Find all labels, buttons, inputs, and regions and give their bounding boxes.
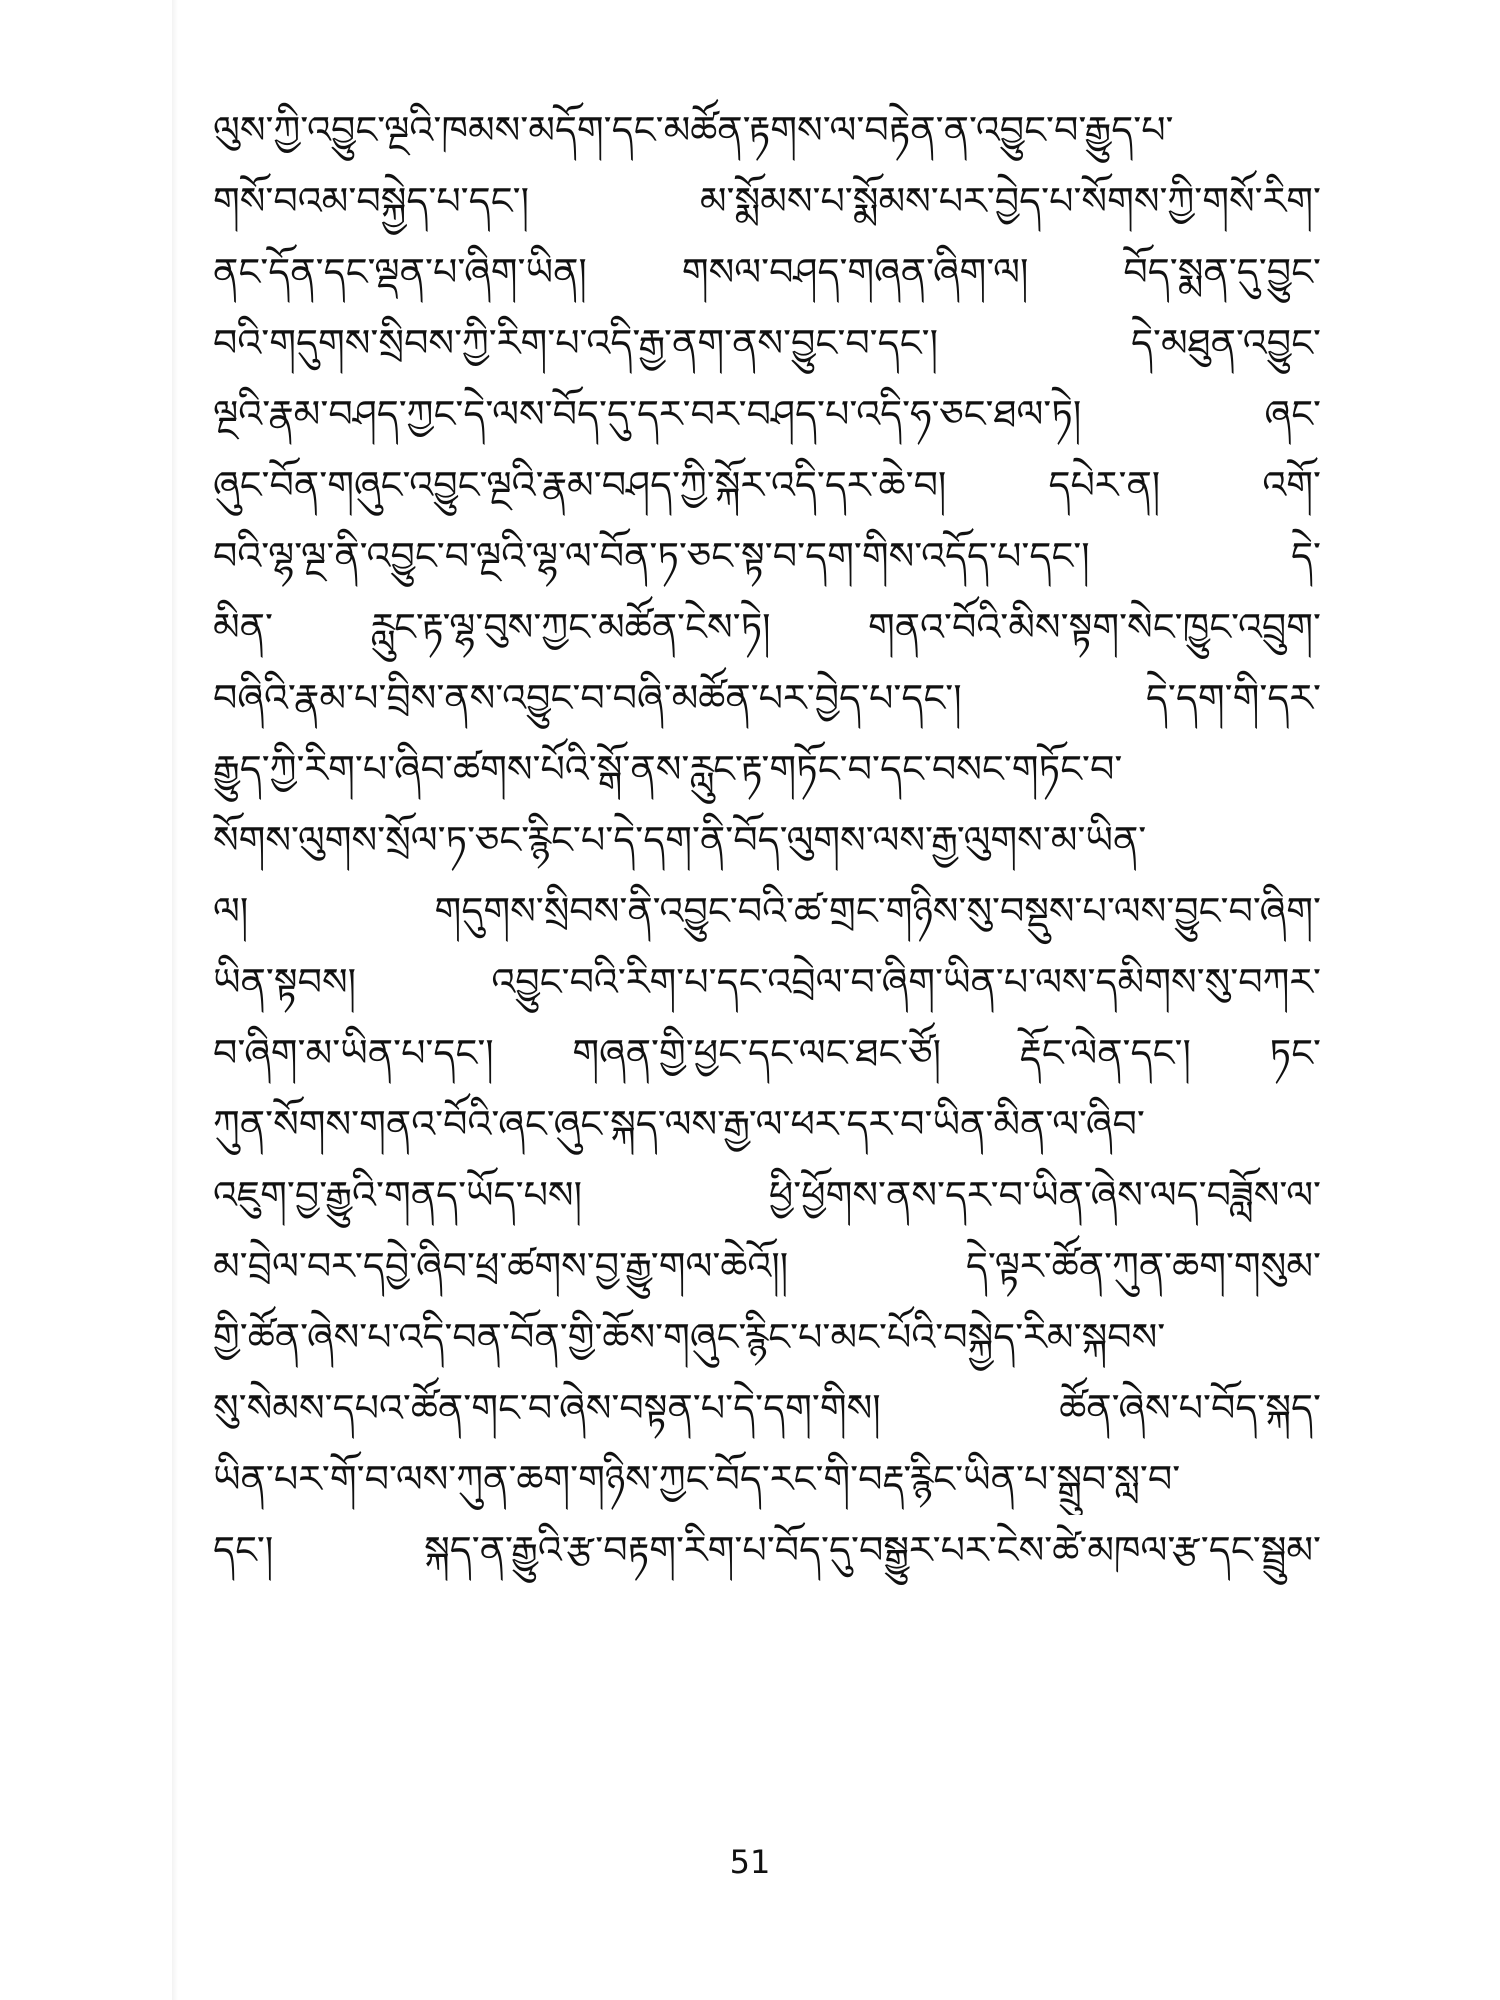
text-line: སུ་སེམས་དཔའ་ཚོན་གང་བ་ཞེས་བསྟན་པ་དེ་དག་གིས། ཚོན་ཞེས་པ་བོད་སྐད་ <box>213 1386 1321 1430</box>
text-line: བ་ཞིག་མ་ཡིན་པ་དང་། གཞན་གྱི་ཕྱང་དང་ལང་ཐང་ཙོ། རྡོང་ལེན་དང་། ཏང་ <box>213 1031 1321 1075</box>
text-line: གསོ་བའམ་བསྐྱེད་པ་དང་། མ་སྨོམས་པ་སྨོམས་པར་བྱེད་པ་སོགས་ཀྱི་གསོ་རིག་ <box>213 179 1321 223</box>
text-line: ཡིན་པར་གོ་བ་ལས་ཀུན་ཆག་གཉིས་ཀྱང་བོད་རང་གི་བརྡ་རྙིང་ཡིན་པ་སྒྲུབ་སླ་བ་ <box>213 1457 1181 1501</box>
text-line: ཡིན་སྟབས། འབྱུང་བའི་རིག་པ་དང་འབྲེལ་བ་ཞིག་ཡིན་པ་ལས་དམིགས་སུ་བཀར་ <box>213 960 1321 1004</box>
text-line: ནང་དོན་དང་ལྡན་པ་ཞིག་ཡིན། གསལ་བཤད་གཞན་ཞིག་ལ། བོད་སྨན་དུ་བྱུང་ <box>213 250 1321 294</box>
text-line: བའི་ལྷ་ལྔ་ནི་འབྱུང་བ་ལྔའི་ལྷ་ལ་བོན་ཏ་ཅང་སྟ་བ་དག་གིས་འདོད་པ་དང་། དེ་ <box>213 534 1321 578</box>
text-line: ལྔའི་རྣམ་བཤད་ཀྱང་དེ་ལས་བོད་དུ་དར་བར་བཤད་པ་འདི་ཧ་ཅང་ཐལ་ཏེ། ཞང་ <box>213 392 1321 436</box>
text-line: དང་། སྐད་ན་རྒྱུའི་རྩ་བརྟག་རིག་པ་བོད་དུ་བསྒྱུར་པར་ངེས་ཚེ་མཁལ་རྩ་དང་སྦྲུམ་ <box>213 1528 1321 1572</box>
page-number: 51 <box>729 1843 771 1881</box>
text-line: མ་བྲེལ་བར་དབྱེ་ཞིབ་ཕྲ་ཚགས་བྱ་རྒྱུ་གལ་ཆེའོ།། དེ་ལྟར་ཚོན་ཀུན་ཆག་གསུམ་ <box>213 1244 1321 1288</box>
page-gutter-shadow <box>172 0 178 2000</box>
text-line: བཞིའི་རྣམ་པ་བྲིས་ནས་འབྱུང་བ་བཞི་མཚོན་པར་བྱེད་པ་དང་། དེ་དག་གི་དར་ <box>213 676 1321 720</box>
text-line: འཇུག་བྱ་རྒྱུའི་གནད་ཡོད་པས། ཕྱི་ཕྱོགས་ནས་དར་བ་ཡིན་ཞེས་ལད་བཟློས་ལ་ <box>213 1173 1321 1217</box>
text-line: ལ། གདུགས་སྲིབས་ནི་འབྱུང་བའི་ཚ་གྲང་གཉིས་སུ་བསྡུས་པ་ལས་བྱུང་བ་ཞིག་ <box>213 889 1321 933</box>
text-line: རྒྱུད་ཀྱི་རིག་པ་ཞིབ་ཚགས་པོའི་སྒོ་ནས་རླུང་རྟ་གཏོང་བ་དང་བསང་གཏོང་བ་ <box>213 747 1123 791</box>
text-line: བའི་གདུགས་སྲིབས་ཀྱི་རིག་པ་འདི་རྒྱ་ནག་ནས་བྱུང་བ་དང་། དེ་མཐུན་འབྱུང་ <box>213 321 1321 365</box>
text-line: ལུས་ཀྱི་འབྱུང་ལྔའི་ཁམས་མདོག་དང་མཚོན་རྟགས་ལ་བརྟེན་ན་འབྱུང་བ་རྒྱུད་པ་ <box>213 108 1174 152</box>
text-line: མིན་ རླུང་རྟ་ལྷ་བུས་ཀྱང་མཚོན་ངེས་ཏེ། གནའ་བོའི་མིས་སྟག་སེང་ཁྱུང་འབྲུག་ <box>213 605 1321 649</box>
text-line: ཞུང་བོན་གཞུང་འབྱུང་ལྔའི་རྣམ་བཤད་ཀྱི་སྐོར་འདི་དར་ཆེ་བ། དཔེར་ན། འགོ་ <box>213 463 1321 507</box>
text-line: ཀུན་སོགས་གནའ་བོའི་ཞང་ཞུང་སྐད་ལས་རྒྱ་ལ་ཕར་དར་བ་ཡིན་མིན་ལ་ཞིབ་ <box>213 1102 1145 1146</box>
text-line: སོགས་ལུགས་སྲོལ་ཏ་ཅང་རྙིང་པ་དེ་དག་ནི་བོད་ལུགས་ལས་རྒྱ་ལུགས་མ་ཡིན་ <box>213 818 1147 862</box>
body-text <box>213 95 1321 1586</box>
text-line: གྱི་ཚོན་ཞེས་པ་འདི་བན་བོན་གྱི་ཆོས་གཞུང་རྙིང་པ་མང་པོའི་བསྐྱེད་རིམ་སྐབས་ <box>213 1315 1166 1359</box>
